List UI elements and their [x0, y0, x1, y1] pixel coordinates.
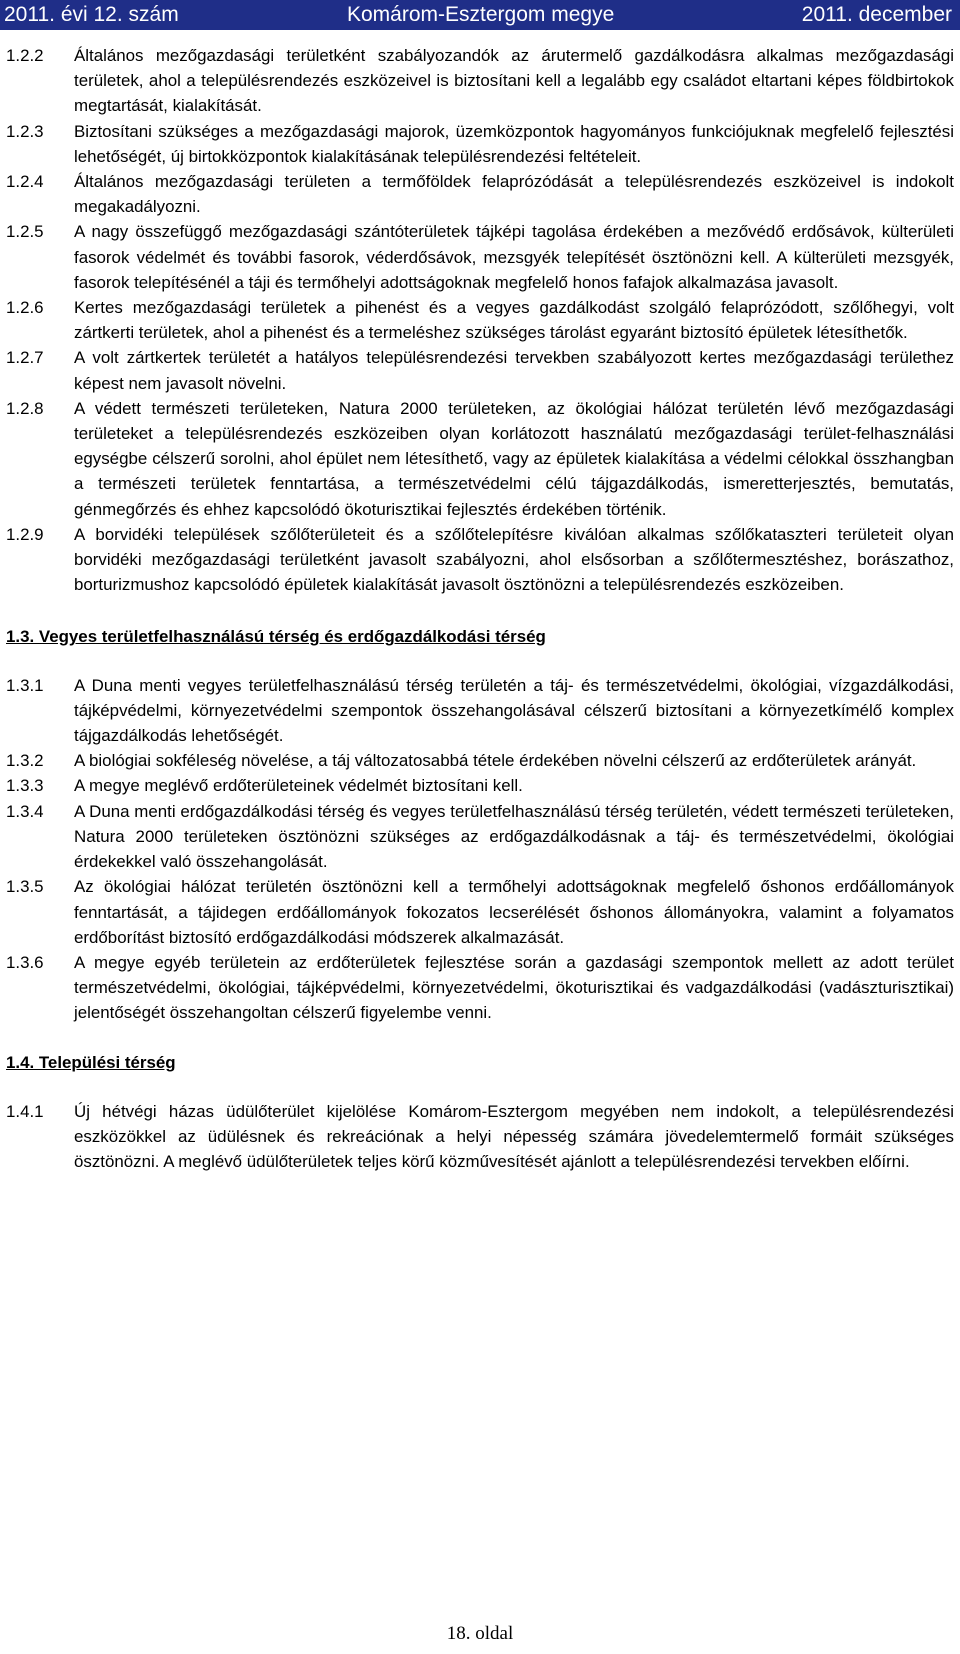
list-item — [6, 673, 954, 749]
document-body — [6, 43, 954, 1174]
list-item — [6, 295, 954, 345]
list-item — [6, 219, 954, 295]
item-number: 1.2.7 — [6, 348, 44, 368]
item-number: 1.3.5 — [6, 877, 44, 897]
list-item — [6, 522, 954, 598]
item-text: A megye meglévő erdőterületeinek védelmét biztosítani kell. — [74, 776, 523, 796]
issue-date: 2011. december — [801, 3, 952, 26]
page-number: 18. oldal — [446, 1623, 514, 1644]
item-number: 1.2.5 — [6, 222, 44, 242]
item-number: 1.2.8 — [6, 398, 44, 418]
list-item — [6, 1099, 954, 1175]
item-text: A Duna menti vegyes területfelhasználású térség területén a táj- és természetvédelmi, ökológiai, vízgazdálkodási, tájképvédelmi, környezetvédelmi szempontok összehangolásával célszerű biztosítani a környezetkímélő komplex tájgazdálkodás lehetőségét. — [74, 675, 954, 746]
item-number: 1.2.9 — [6, 524, 44, 544]
item-number: 1.3.6 — [6, 952, 44, 972]
item-number: 1.2.6 — [6, 298, 44, 318]
list-item — [6, 396, 954, 522]
page-header — [0, 0, 960, 30]
list-item — [6, 119, 954, 169]
item-text: A Duna menti erdőgazdálkodási térség és vegyes területfelhasználású térség területén, védett természeti területeken, Natura 2000 területeken ösztönözni szükséges az erdőgazdálkodásnak a táj- és természetvédelmi, ökológiai érdekekkel való összehangolását. — [74, 801, 954, 872]
item-text: Az ökológiai hálózat területén ösztönözni kell a termőhelyi adottságoknak megfelelő őshonos erdőállományok fenntartását, a tájidegen erdőállományok fokozatos lecserélését őshonos állományokra, valamint a folyamatos erdőborítást biztosító erdőgazdálkodási módszerek alkalmazását. — [74, 877, 954, 947]
item-number: 1.3.2 — [6, 751, 44, 771]
item-text: A védett természeti területeken, Natura 2000 területeken, az ökológiai hálózat területén lévő mezőgazdasági területeket a településrendezés eszközeiben olyan korlátozott használatú mezőgazdasági terület-felhasználási egységbe célszerű sorolni, ahol épület nem létesíthető, vagy az épületek kialakítása a védelmi célokkal összhangban a természeti területek fenntartása, a természetvédelmi célú tájgazdálkodás, ismeretterjesztés, bemutatás, génmegőrzés és ehhez kapcsolódó ökoturisztikai fejlesztés érdekében történik. — [74, 398, 954, 519]
item-number: 1.3.1 — [6, 675, 44, 695]
item-text: A volt zártkertek területét a hatályos településrendezési tervekben szabályozott kertes mezőgazdasági területhez képest nem javasolt növelni. — [74, 348, 954, 393]
county-name: Komárom-Esztergom megye — [347, 3, 615, 26]
item-number: 1.2.3 — [6, 121, 44, 141]
list-item — [6, 874, 954, 950]
item-text: A nagy összefüggő mezőgazdasági szántóterületek tájképi tagolása érdekében a mezővédő erdősávok, külterületi fasorok védelmét és további fasorok, véderdősávok, mezsgyék telepítését ösztönözni kell. A külterületi mezsgyék, fasorok telepítésénél a táji és termőhelyi adottságoknak megfelelő honos fafajok alkalmazása javasolt. — [74, 222, 954, 292]
item-text: A megye egyéb területein az erdőterületek fejlesztése során a gazdasági szempontok mellett az adott terület természetvédelmi, ökológiai, tájképvédelmi, környezetvédelmi, ökoturisztikai és vadgazdálkodási (vadászturisztikai) jelentőségét összehangoltan célszerű figyelembe venni. — [74, 952, 954, 1023]
list-item — [6, 950, 954, 1026]
item-text: Általános mezőgazdasági területen a termőföldek felaprózódását a településrendezés eszközeivel is indokolt megakadályozni. — [74, 172, 954, 217]
item-text: Új hétvégi házas üdülőterület kijelölése Komárom-Esztergom megyében nem indokolt, a településrendezési eszközökkel az üdülésnek és rekreációnak a helyi népesség számára jövedelemtermelő formáit szükséges ösztönözni. A meglévő üdülőterületek teljes körű közművesítését ajánlott a településrendezési tervekben előírni. — [74, 1101, 954, 1172]
item-number: 1.2.4 — [6, 172, 44, 192]
item-number: 1.2.2 — [6, 46, 44, 65]
list-item — [6, 748, 954, 773]
section-title: 1.4. Települési térség — [6, 1052, 176, 1072]
list-item — [6, 43, 954, 119]
section-title: 1.3. Vegyes területfelhasználású térség és erdőgazdálkodási térség — [6, 627, 546, 647]
item-text: Általános mezőgazdasági területként szabályozandók az árutermelő gazdálkodásra alkalmas mezőgazdasági területek, ahol a településrendezés eszközeivel is biztosítani kell a legalább egy családot eltartani képes földbirtokok megtartását, kialakítását. — [74, 46, 954, 116]
item-number: 1.4.1 — [6, 1101, 44, 1121]
list-item — [6, 345, 954, 395]
item-text: A biológiai sokféleség növelése, a táj változatosabbá tétele érdekében növelni célszerű az erdőterületek arányát. — [74, 751, 917, 771]
list-item — [6, 773, 954, 798]
item-text: A borvidéki települések szőlőterületeit és a szőlőtelepítésre kiválóan alkalmas szőlőkataszteri területeit olyan borvidéki mezőgazdasági területként javasolt szabályozni, ahol elsősorban a szőlőtermesztéshez, borászathoz, borturizmushoz kapcsolódó épületek kialakítását javasolt ösztönözni a településrendezés eszközeiben. — [74, 524, 954, 595]
item-number: 1.3.4 — [6, 801, 44, 821]
issue-number: 2011. évi 12. szám — [4, 3, 179, 26]
item-number: 1.3.3 — [6, 776, 44, 796]
list-item — [6, 799, 954, 875]
list-item — [6, 169, 954, 219]
item-text: Kertes mezőgazdasági területek a pihenést és a vegyes gazdálkodást szolgáló felaprózódott, szőlőhegyi, volt zártkerti területek, ahol a pihenést és a termeléshez szükséges tárolást egyaránt biztosító épületek létesíthetők. — [74, 298, 954, 343]
item-text: Biztosítani szükséges a mezőgazdasági majorok, üzemközpontok hagyományos funkciójuknak megfelelő fejlesztési lehetőségét, új birtokközpontok kialakításának településrendezési feltételeit. — [74, 121, 954, 166]
